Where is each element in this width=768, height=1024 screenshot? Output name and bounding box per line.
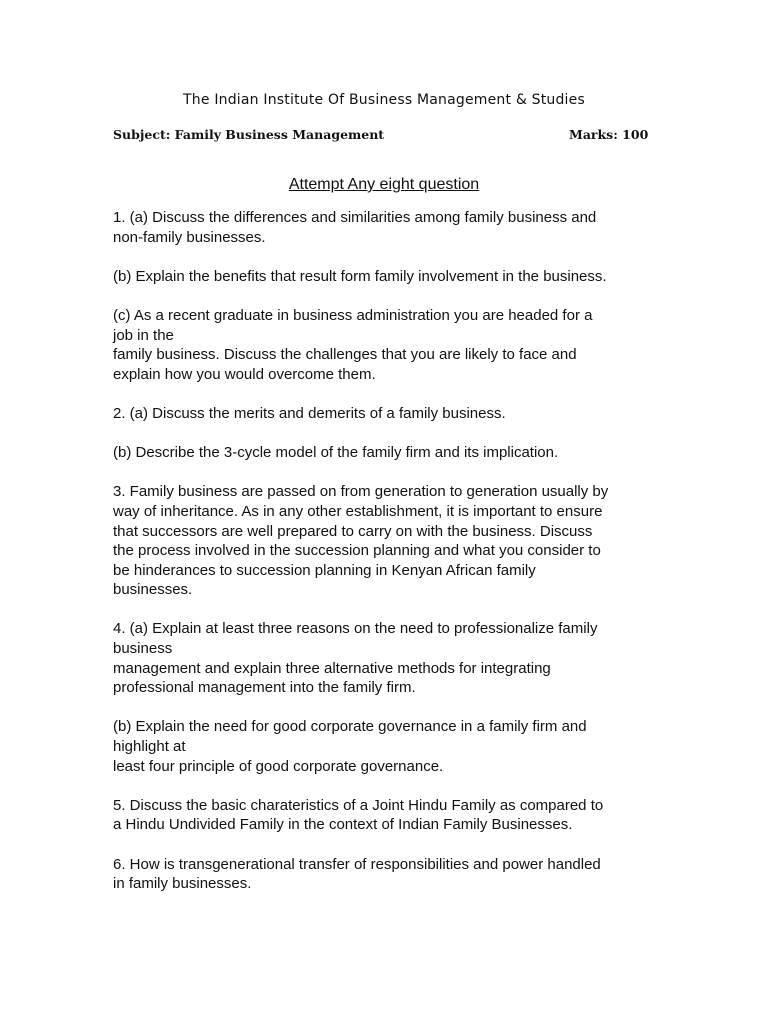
question-paragraph: [113, 443, 661, 463]
instruction-heading: Attempt Any eight question: [288, 176, 480, 193]
question-line: 2. (a) Discuss the merits and demerits of a family business.: [113, 404, 506, 422]
institute-title: The Indian Institute Of Business Management & Studies: [183, 92, 585, 108]
question-line: (b) Describe the 3-cycle model of the family firm and its implication.: [113, 444, 559, 462]
question-line: job in the: [113, 326, 174, 344]
question-paragraph: [113, 267, 661, 287]
question-line: highlight at: [113, 738, 186, 756]
question-line: 1. (a) Discuss the differences and similarities among family business and: [113, 209, 597, 226]
questions-list: [113, 208, 661, 913]
question-line: (b) Explain the benefits that result form family involvement in the business.: [113, 267, 607, 285]
question-paragraph: [113, 855, 661, 894]
question-line: family business. Discuss the challenges that you are likely to face and: [113, 346, 577, 364]
question-line: business: [113, 640, 173, 658]
question-line: 6. How is transgenerational transfer of responsibilities and power handled: [113, 855, 601, 873]
question-line: explain how you would overcome them.: [113, 365, 376, 383]
question-line: 3. Family business are passed on from generation to generation usually by: [113, 483, 609, 501]
question-line: in family businesses.: [113, 875, 252, 893]
question-paragraph: [113, 619, 661, 697]
question-line: non-family businesses.: [113, 228, 266, 246]
question-paragraph: [113, 404, 661, 424]
question-paragraph: [113, 796, 661, 835]
question-line: that successors are well prepared to carry on with the business. Discuss: [113, 522, 593, 540]
question-paragraph: [113, 306, 661, 384]
question-line: 5. Discuss the basic charateristics of a Joint Hindu Family as compared to: [113, 796, 604, 814]
question-line: a Hindu Undivided Family in the context of Indian Family Businesses.: [113, 816, 573, 834]
question-line: (c) As a recent graduate in business administration you are headed for a: [113, 306, 593, 324]
marks-label: Marks: 100: [569, 127, 649, 142]
question-line: least four principle of good corporate governance.: [113, 757, 444, 775]
question-line: be hinderances to succession planning in Kenyan African family: [113, 561, 536, 579]
subject-label: Subject: Family Business Management: [113, 127, 385, 142]
question-line: management and explain three alternative methods for integrating: [113, 659, 551, 677]
question-line: professional management into the family firm.: [113, 679, 416, 697]
question-paragraph: [113, 717, 661, 776]
question-line: way of inheritance. As in any other establishment, it is important to ensure: [113, 502, 603, 520]
question-line: (b) Explain the need for good corporate governance in a family firm and: [113, 718, 587, 736]
question-line: businesses.: [113, 581, 193, 599]
subject-marks-row: [113, 127, 649, 142]
question-line: 4. (a) Explain at least three reasons on the need to professionalize family: [113, 620, 598, 638]
question-line: the process involved in the succession planning and what you consider to: [113, 542, 601, 560]
question-paragraph: [113, 482, 661, 600]
question-paragraph: [113, 208, 661, 247]
